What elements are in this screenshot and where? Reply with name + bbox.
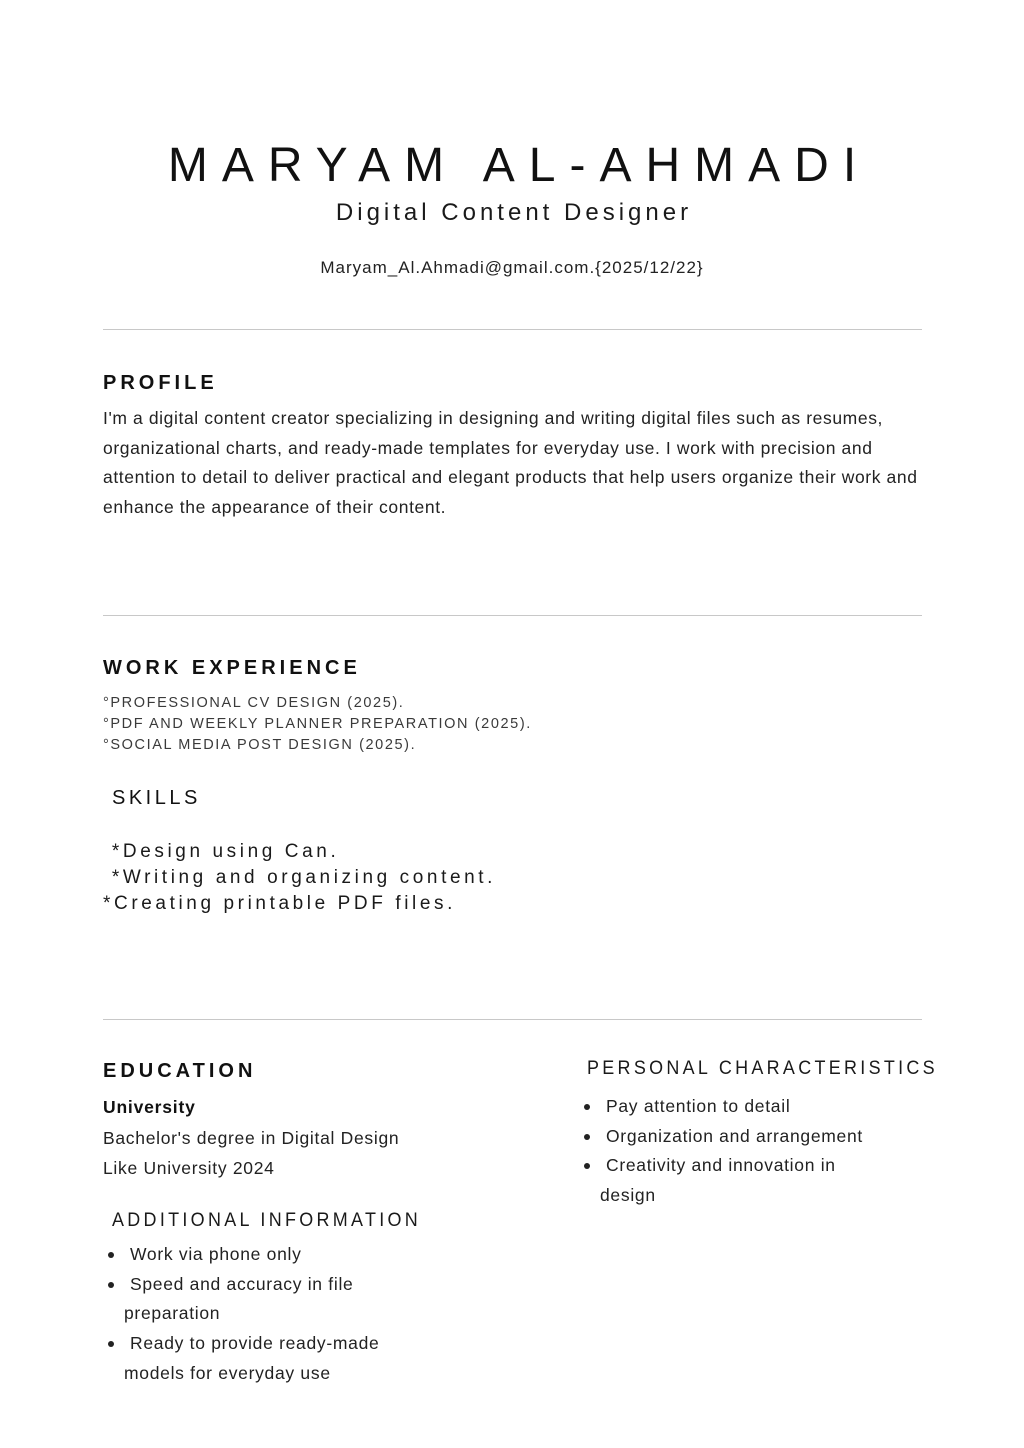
list-item-text-continued: design (600, 1185, 656, 1206)
work-experience-item: °PROFESSIONAL CV DESIGN (2025). (103, 695, 405, 711)
skill-item: *Creating printable PDF files. (103, 892, 456, 914)
work-experience-list (103, 693, 532, 756)
skills-list (103, 839, 496, 916)
list-item-text: Work via phone only (130, 1244, 302, 1264)
education-degree: Bachelor's degree in Digital Design (103, 1128, 400, 1148)
list-item (108, 1270, 468, 1329)
list-item-text: Creativity and innovation in (606, 1155, 836, 1176)
profile-text: I'm a digital content creator specializing in designing and writing digital files such as resumes, organizational charts, and ready-made templates for everyday use. I work with precision and attention to detail to deliver practical and elegant products that help users organize their work and enhance the appearance of their content. (103, 408, 918, 518)
divider-skills (103, 1019, 922, 1020)
bullet-icon (584, 1104, 590, 1110)
bullet-icon (584, 1163, 590, 1169)
additional-information-list (108, 1240, 468, 1389)
personal-characteristics-list (584, 1092, 924, 1211)
bullet-icon (108, 1252, 114, 1258)
bullet-icon (108, 1341, 114, 1347)
list-item-text: Speed and accuracy in file (130, 1273, 354, 1294)
profile-heading: PROFILE (103, 372, 218, 394)
candidate-name: MARYAM AL-AHMADI (167, 139, 871, 192)
list-item (584, 1092, 924, 1122)
education-detail: Like University 2024 (103, 1158, 275, 1178)
work-experience-heading: WORK EXPERIENCE (103, 657, 361, 679)
job-title: Digital Content Designer (335, 199, 693, 226)
skill-item: *Design using Can. (103, 841, 340, 862)
personal-characteristics-heading: PERSONAL CHARACTERISTICS (587, 1057, 938, 1079)
list-item (584, 1122, 924, 1152)
education-heading: EDUCATION (103, 1060, 257, 1082)
list-item (584, 1151, 924, 1210)
skills-heading: SKILLS (112, 787, 201, 809)
bullet-icon (108, 1282, 114, 1288)
education-school: University (103, 1097, 196, 1117)
bullet-icon (584, 1134, 590, 1140)
list-item-text: Ready to provide ready-made (130, 1333, 380, 1354)
work-experience-item: °SOCIAL MEDIA POST DESIGN (2025). (103, 737, 417, 753)
list-item-text: Pay attention to detail (606, 1096, 791, 1116)
contact-email: Maryam_Al.Ahmadi@gmail.com.{2025/12/22} (320, 258, 704, 277)
list-item-text-continued: preparation (124, 1303, 221, 1324)
additional-information-heading: ADDITIONAL INFORMATION (112, 1209, 422, 1231)
list-item (108, 1329, 468, 1388)
list-item-text: Organization and arrangement (606, 1125, 863, 1146)
skill-item: *Writing and organizing content. (103, 866, 497, 888)
list-item (108, 1240, 468, 1270)
divider-profile (103, 615, 922, 616)
divider-header (103, 329, 922, 330)
work-experience-item: °PDF AND WEEKLY PLANNER PREPARATION (2025). (103, 716, 532, 732)
list-item-text-continued: models for everyday use (124, 1362, 331, 1383)
